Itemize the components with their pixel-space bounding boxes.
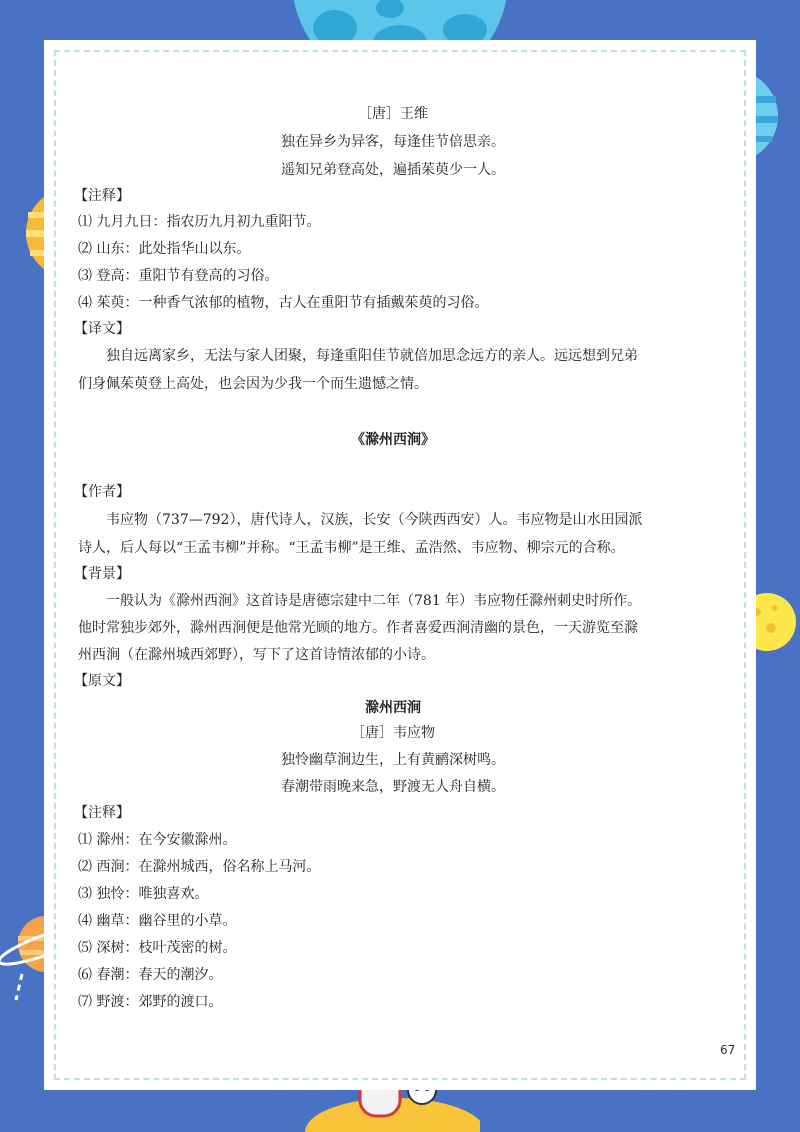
poem1-author: ［唐］王维 <box>358 106 428 122</box>
poem2-line-2: 春潮带雨晚来急，野渡无人舟自横。 <box>281 779 505 795</box>
background-line-3: 州西涧（在滁州城西郊野），写下了这首诗情浓郁的小诗。 <box>78 647 435 663</box>
notes2-item-2: ⑵ 西涧：在滁州城西，俗名称上马河。 <box>78 859 321 875</box>
background-heading: 【背景】 <box>74 566 130 582</box>
author-line-1: 韦应物（737—792），唐代诗人，汉族，长安（今陕西西安）人。韦应物是山水田园派 <box>106 512 643 528</box>
translation1-line-1: 独自远离家乡，无法与家人团聚，每逢重阳佳节就倍加思念远方的亲人。远远想到兄弟 <box>106 348 638 364</box>
poem2-author: ［唐］韦应物 <box>351 725 435 741</box>
author-line-2: 诗人，后人每以“王孟韦柳”并称。“王孟韦柳”是王维、孟浩然、韦应物、柳宗元的合称。 <box>78 540 625 556</box>
notes1-item-3: ⑶ 登高：重阳节有登高的习俗。 <box>78 268 279 284</box>
notes2-item-1: ⑴ 滁州：在今安徽滁州。 <box>78 832 237 848</box>
notes2-heading: 【注释】 <box>74 805 130 821</box>
page-sheet <box>44 40 756 1090</box>
poem1-line-2: 遥知兄弟登高处，遍插茱萸少一人。 <box>281 162 505 178</box>
notes1-item-2: ⑵ 山东：此处指华山以东。 <box>78 241 251 257</box>
notes1-item-4: ⑷ 茱萸：一种香气浓郁的植物，古人在重阳节有插戴茱萸的习俗。 <box>78 295 489 311</box>
notes2-item-7: ⑺ 野渡：郊野的渡口。 <box>78 994 223 1010</box>
poem2-line-1: 独怜幽草涧边生，上有黄鹂深树鸣。 <box>281 752 505 768</box>
notes2-item-5: ⑸ 深树：枝叶茂密的树。 <box>78 940 237 956</box>
section2-title: 《滁州西涧》 <box>351 432 435 448</box>
original-heading: 【原文】 <box>74 673 130 689</box>
notes1-heading: 【注释】 <box>74 188 130 204</box>
poem1-line-1: 独在异乡为异客，每逢佳节倍思亲。 <box>281 134 505 150</box>
translation1-line-2: 们身佩茱萸登上高处，也会因为少我一个而生遗憾之情。 <box>78 376 428 392</box>
author-heading: 【作者】 <box>74 484 130 500</box>
background-line-2: 他时常独步郊外，滁州西涧便是他常光顾的地方。作者喜爱西涧清幽的景色，一天游览至滁 <box>78 620 638 636</box>
notes2-item-3: ⑶ 独怜：唯独喜欢。 <box>78 886 209 902</box>
poem2-title: 滁州西涧 <box>365 700 421 716</box>
page-number: 67 <box>720 1043 736 1057</box>
notes2-item-6: ⑹ 春潮：春天的潮汐。 <box>78 967 223 983</box>
translation1-heading: 【译文】 <box>74 321 130 337</box>
background-line-1: 一般认为《滁州西涧》这首诗是唐德宗建中二年（781 年）韦应物任滁州刺史时所作。 <box>106 593 642 609</box>
notes1-item-1: ⑴ 九月九日：指农历九月初九重阳节。 <box>78 214 321 230</box>
notes2-item-4: ⑷ 幽草：幽谷里的小草。 <box>78 913 237 929</box>
